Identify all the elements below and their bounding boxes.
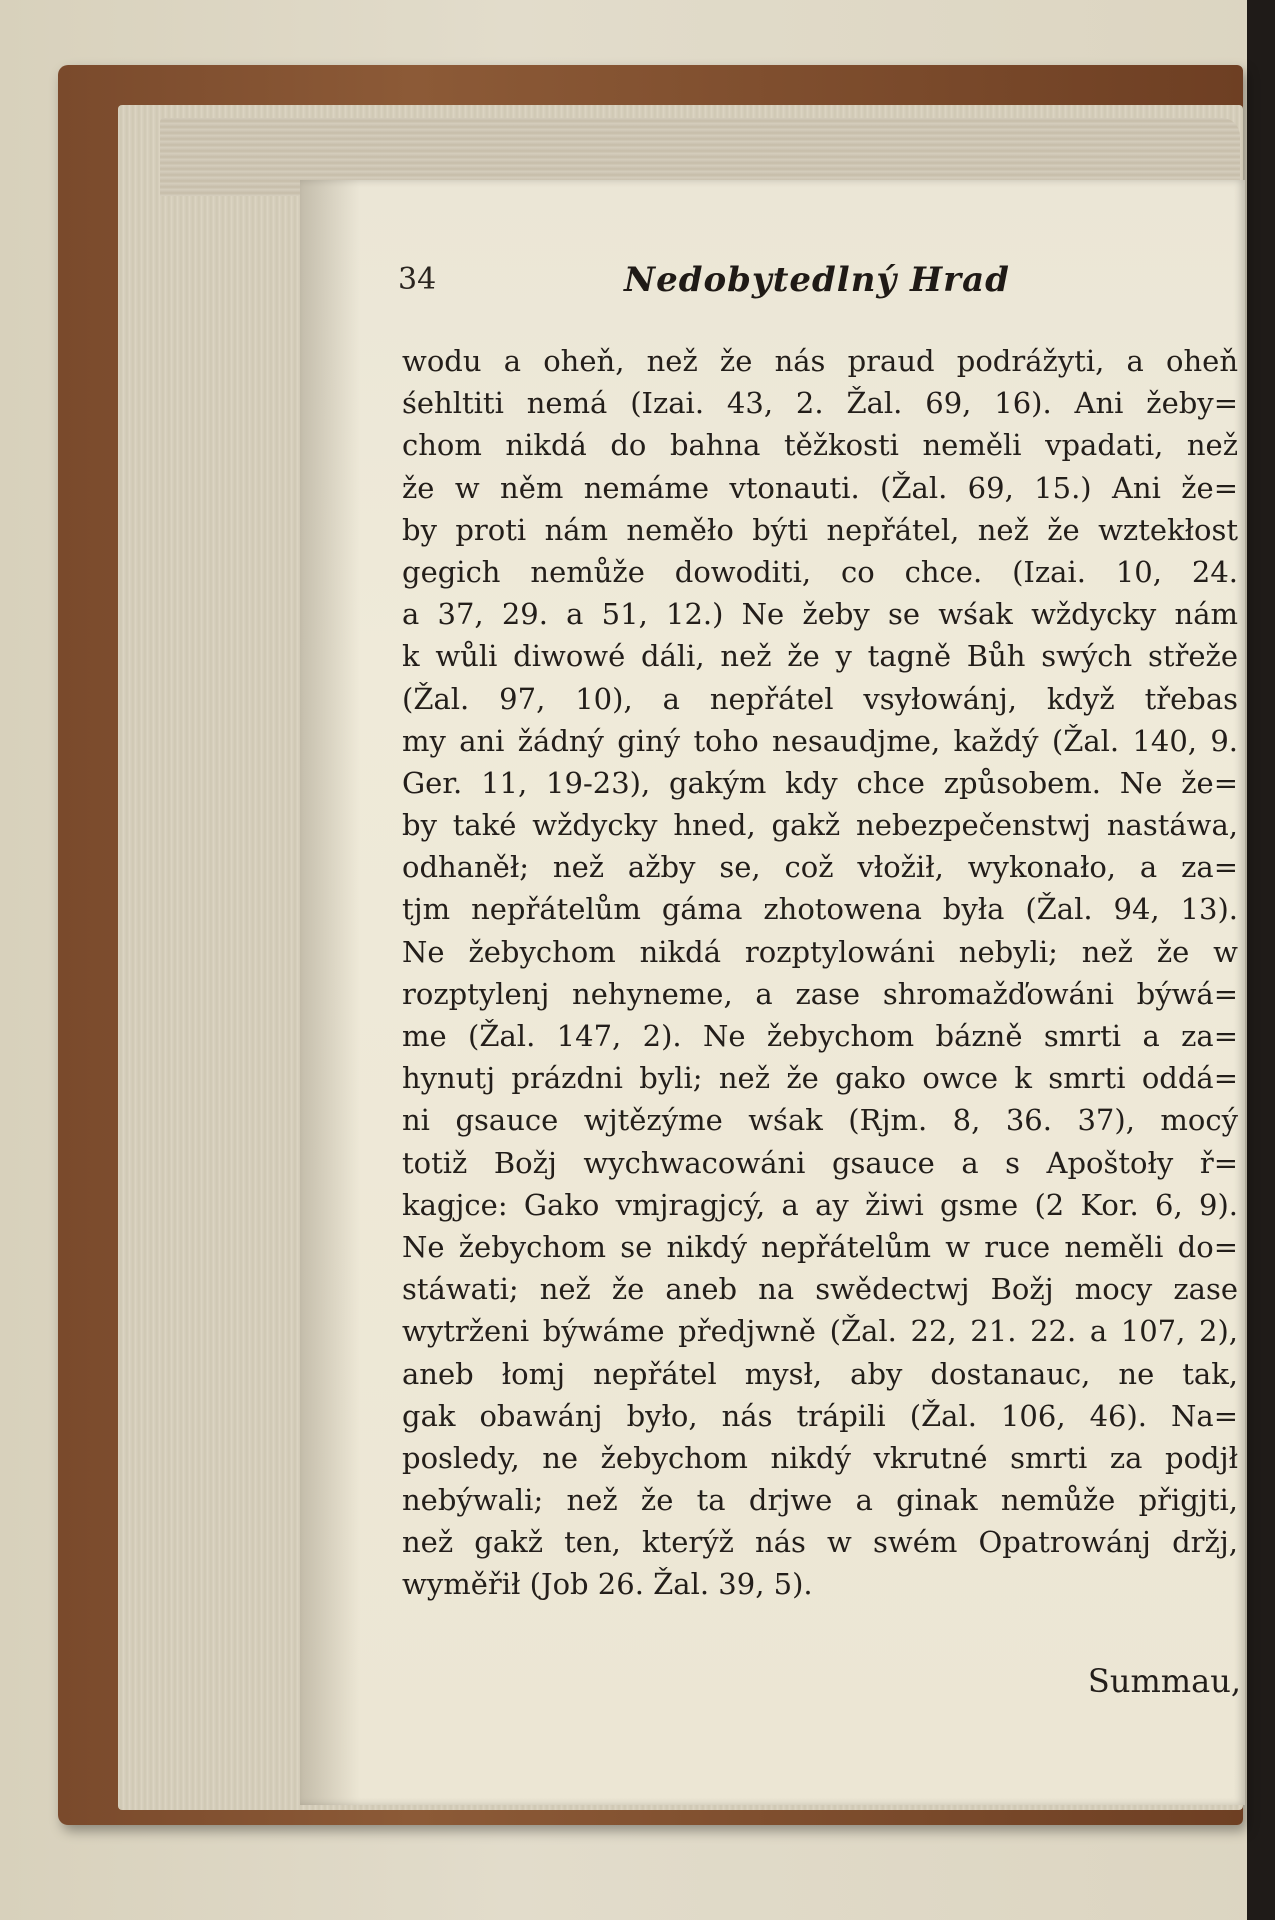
text-line: posledy, ne žebychom nikdý vkrutné smrti za podjł (402, 1440, 1238, 1475)
text-line: gegich nemůže dowoditi, co chce. (Izai. 10, 24. (402, 554, 1238, 589)
running-head (398, 262, 1238, 302)
text-line: tjm nepřátelům gáma zhotowena była (Žal. 94, 13). (402, 892, 1238, 927)
text-line: by proti nám neměło býti nepřátel, než že wztekłost (402, 512, 1238, 547)
text-line: wytrženi býwáme předjwně (Žal. 22, 21. 22. a 107, 2), (402, 1314, 1238, 1349)
text-line last-line: wyměřił (Job 26. Žal. 39, 5). (402, 1567, 813, 1602)
text-line: k wůli diwowé dáli, než že y tagně Bůh swých střeže (402, 639, 1238, 674)
text-line: śehltiti nemá (Izai. 43, 2. Žal. 69, 16). Ani žeby= (402, 386, 1238, 421)
text-line: než gakž ten, kterýž nás w swém Opatrowánj držj, (402, 1525, 1238, 1560)
gutter-shadow (300, 180, 360, 1805)
text-line: chom nikdá do bahna těžkosti neměli vpadati, než (402, 428, 1238, 463)
text-line: gak obawánj było, nás trápili (Žal. 106, 46). Na= (402, 1398, 1238, 1433)
text-line: odhaněł; než ažby se, což vłožił, wykonało, a za= (402, 850, 1238, 885)
text-line: (Žal. 97, 10), a nepřátel vsyłowánj, když třebas (402, 681, 1238, 716)
text-line: rozptylenj nehyneme, a zase shromažďowáni býwá= (402, 976, 1238, 1011)
text-line: by také wždycky hned, gakž nebezpečenstwj nastáwa, (402, 808, 1238, 843)
text-line: kagjce: Gako vmjragjcý, a ay žiwi gsme (2 Kor. 6, 9). (402, 1187, 1238, 1222)
text-line: nebýwali; než že ta drjwe a ginak nemůže přigjti, (402, 1483, 1238, 1518)
dark-edge (1247, 0, 1275, 1920)
catchword: Summau, (1087, 1662, 1241, 1700)
text-line: me (Žal. 147, 2). Ne žebychom bázně smrti a za= (402, 1019, 1238, 1053)
text-line: že w něm nemáme vtonauti. (Žal. 69, 15.) Ani že= (402, 470, 1238, 505)
body-text (402, 340, 1238, 1606)
text-line: wodu a oheň, než že nás praud podrážyti, a oheň (402, 344, 1238, 378)
text-line: stáwati; než že aneb na swědectwj Božj mocy zase (402, 1272, 1238, 1307)
text-line: Ne žebychom se nikdý nepřátelům w ruce neměli do= (402, 1229, 1238, 1264)
text-line: totiž Božj wychwacowáni gsauce a s Apoštoły ř= (402, 1145, 1238, 1180)
text-line: hynutj prázdni byli; než že gako owce k smrti oddá= (402, 1061, 1238, 1096)
header-title: Nedobytedlný Hrad (624, 260, 1010, 300)
text-line: my ani žádný giný toho nesaudjme, každý (Žal. 140, 9. (402, 723, 1238, 758)
text-line: a 37, 29. a 51, 12.) Ne žeby se wśak wždycky nám (402, 597, 1238, 632)
text-line: ni gsauce wjtězýme wśak (Rjm. 8, 36. 37), mocý (402, 1103, 1238, 1138)
text-line: aneb łomj nepřátel mysł, aby dostanauc, ne tak, (402, 1356, 1238, 1391)
text-line: Ger. 11, 19-23), gakým kdy chce způsobem. Ne že= (402, 765, 1238, 800)
text-line: Ne žebychom nikdá rozptylowáni nebyli; než že w (402, 934, 1238, 969)
page-number: 34 (398, 262, 437, 297)
